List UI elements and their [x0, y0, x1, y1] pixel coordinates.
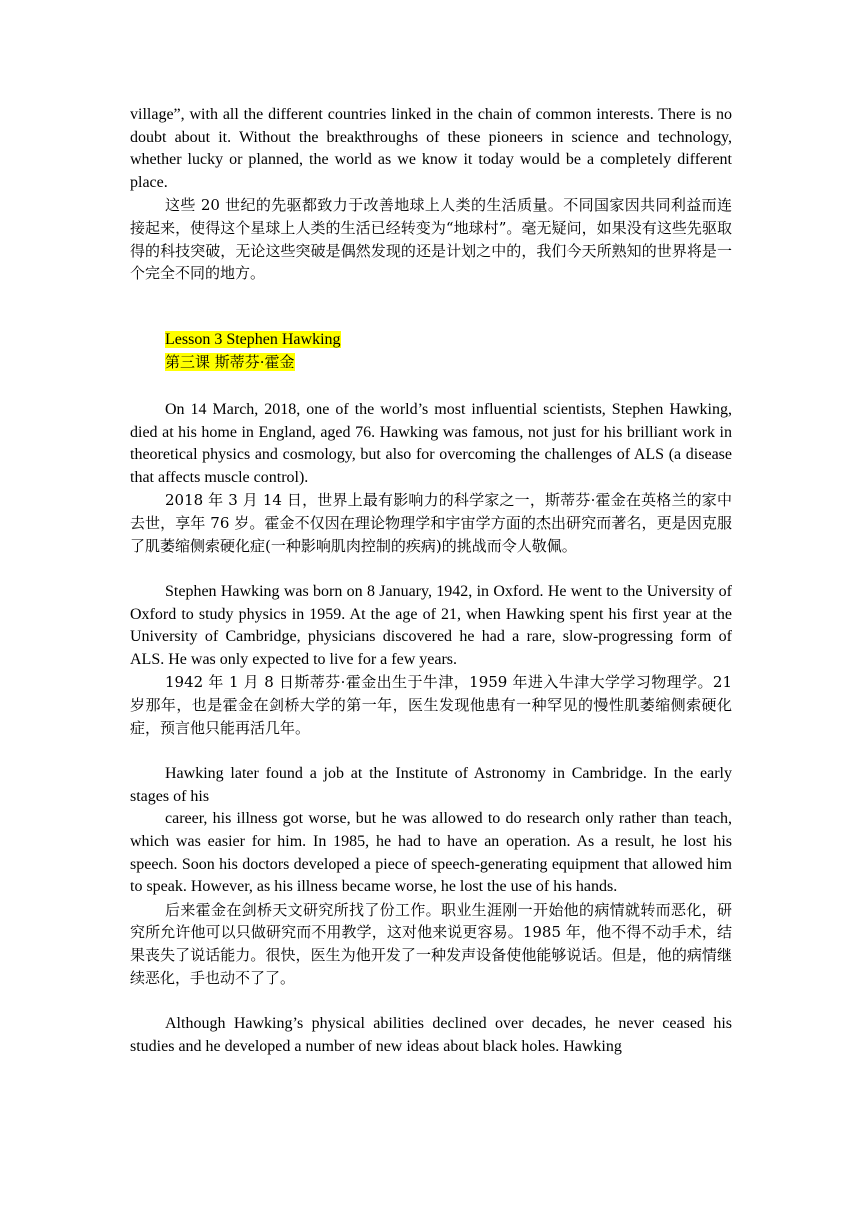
paragraph-english-birth: Stephen Hawking was born on 8 January, 1942, in Oxford. He went to the University of Oxford to study physics in 1959. At the age of 21, when Hawking spent his first year at the University of Cambridge, physicians discovered he had a rare, slow-progressing form of ALS. He was only expected to live for a few years. [130, 583, 732, 668]
lesson-title-english: Lesson 3 Stephen Hawking [165, 330, 341, 348]
paragraph-chinese-intro: 这些 20 世纪的先驱都致力于改善地球上人类的生活质量。不同国家因共同利益而连接起来，使得这个星球上人类的生活已经转变为“地球村”。毫无疑问，如果没有这些先驱取得的科技突破，无论这些突破是偶然发现的还是计划之中的，我们今天所熟知的世界将是一个完全不同的地方。 [130, 196, 732, 283]
lesson-title-chinese-line [130, 351, 732, 375]
paragraph-chinese-death: 2018 年 3 月 14 日，世界上最有影响力的科学家之一，斯蒂芬·霍金在英格兰的家中去世，享年 76 岁。霍金不仅因在理论物理学和宇宙学方面的杰出研究而著名，更是因克服了肌萎缩侧索硬化症(一种影响肌肉控制的疾病)的挑战而令人敬佩。 [130, 491, 732, 555]
lesson-title-chinese: 第三课 斯蒂芬·霍金 [165, 353, 295, 372]
paragraph-english-death: On 14 March, 2018, one of the world’s most influential scientists, Stephen Hawking, died at his home in England, aged 76. Hawking was famous, not just for his brilliant work in theoretical physics and cosmology, but also for overcoming the challenges of ALS (a disease that affects muscle control). [130, 400, 732, 486]
paragraph-chinese-birth: 1942 年 1 月 8 日斯蒂芬·霍金出生于牛津，1959 年进入牛津大学学习物理学。21 岁那年，也是霍金在剑桥大学的第一年，医生发现他患有一种罕见的慢性肌萎缩侧索硬化症，预言他只能再活几年。 [130, 673, 732, 737]
paragraph-english-career: career, his illness got worse, but he was allowed to do research only rather than teach, which was easier for him. In 1985, he had to have an operation. As a result, he lost his speech. Soon his doctors developed a piece of speech-generating equipment that allowed him to speak. However, as his illness became worse, he lost the use of his hands. [130, 810, 732, 896]
lesson-title-english-line [130, 329, 732, 352]
paragraph-english-career-start: Hawking later found a job at the Institute of Astronomy in Cambridge. In the early stages of his [130, 765, 732, 805]
paragraph-english-black-holes: Although Hawking’s physical abilities declined over decades, he never ceased his studies and he developed a number of new ideas about black holes. Hawking [130, 1015, 732, 1055]
paragraph-english-intro: village”, with all the different countries linked in the chain of common interests. There is no doubt about it. Without the breakthroughs of these pioneers in science and technology, whether lucky or planned, the world as we know it today would be a completely different place. [130, 106, 732, 191]
paragraph-chinese-career: 后来霍金在剑桥天文研究所找了份工作。职业生涯刚一开始他的病情就转而恶化，研究所允许他可以只做研究而不用教学，这对他来说更容易。1985 年，他不得不动手术，结果丧失了说话能力。很快，医生为他开发了一种发声设备使他能够说话。但是，他的病情继续恶化，手也动不了了。 [130, 900, 732, 987]
document-page [130, 104, 732, 1058]
